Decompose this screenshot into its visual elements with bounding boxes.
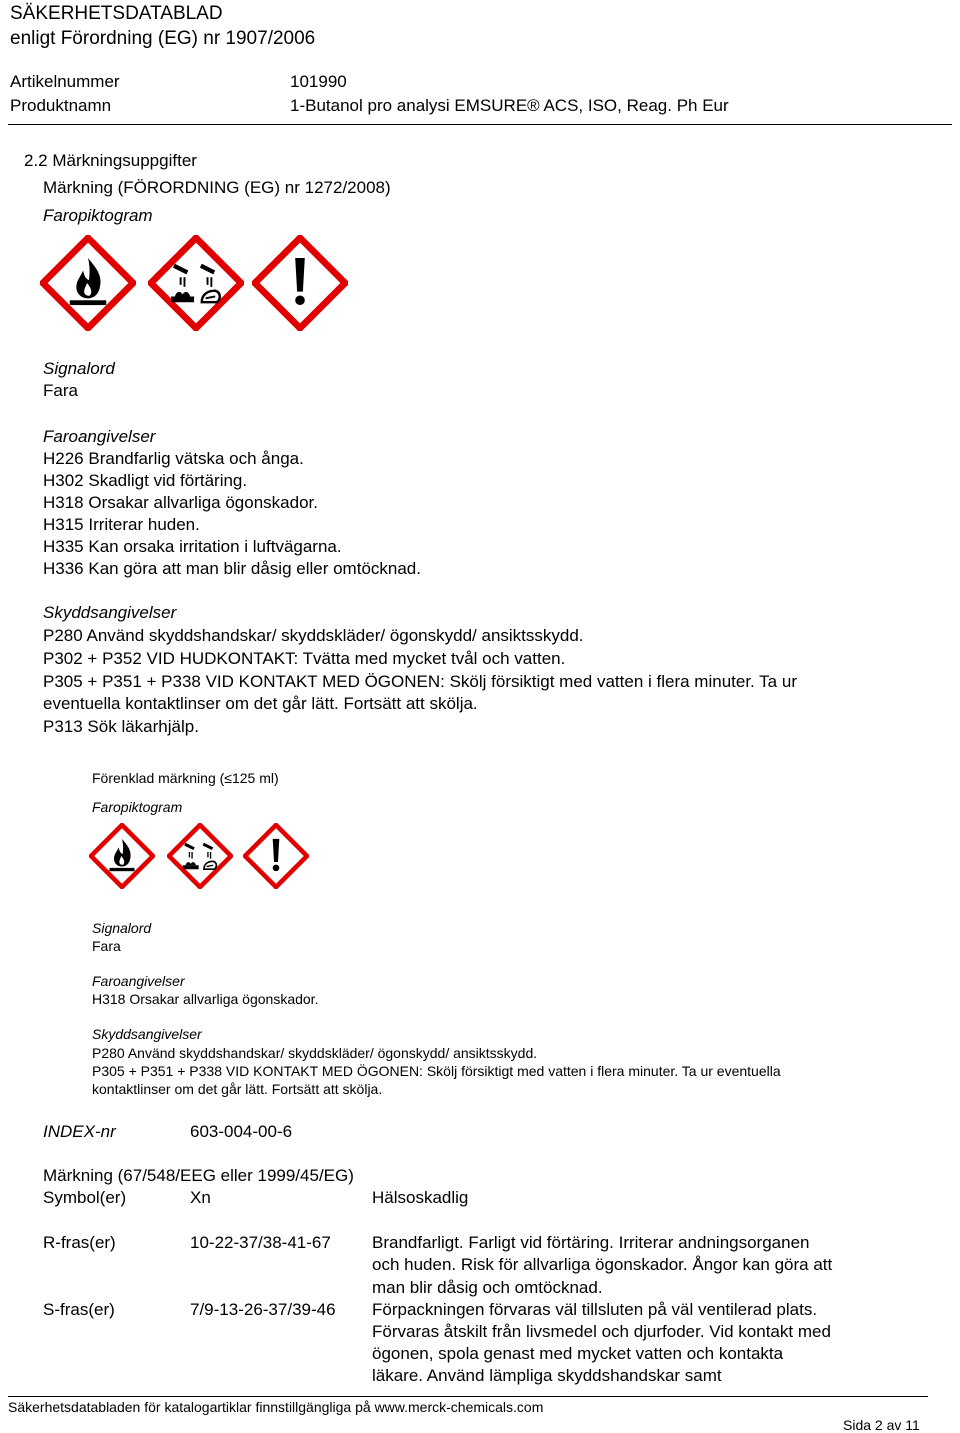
simplified-precaution-statement: P280 Använd skyddshandskar/ skyddskläder/ ögonskydd/ ansiktsskydd. xyxy=(92,1045,538,1061)
hazard-statements-label: Faroangivelser xyxy=(43,427,156,446)
product-name-label: Produktnamn xyxy=(10,96,112,115)
hazard-statement: H315 Irriterar huden. xyxy=(43,515,200,534)
index-number-label: INDEX-nr xyxy=(43,1122,116,1141)
section-heading: 2.2 Märkningsuppgifter xyxy=(24,151,197,170)
old-labelling-heading: Märkning (67/548/EEG eller 1999/45/EG) xyxy=(43,1166,354,1185)
precaution-statement: P305 + P351 + P338 VID KONTAKT MED ÖGONEN: Skölj försiktigt med vatten i flera minuter. Ta ur xyxy=(43,672,797,691)
simplified-hazard-statement: H318 Orsakar allvarliga ögonskador. xyxy=(92,991,319,1007)
r-phrases-text: Brandfarligt. Farligt vid förtäring. Irriterar andningsorganen xyxy=(372,1233,810,1252)
page-number: Sida 2 av 11 xyxy=(843,1417,920,1433)
precaution-statements-label: Skyddsangivelser xyxy=(43,603,177,622)
precaution-statement: P280 Använd skyddshandskar/ skyddskläder/ ögonskydd/ ansiktsskydd. xyxy=(43,626,584,645)
simplified-pictogram-label: Faropiktogram xyxy=(92,799,183,815)
precaution-statement: P302 + P352 VID HUDKONTAKT: Tvätta med mycket tvål och vatten. xyxy=(43,649,566,668)
corrosion-icon xyxy=(148,235,244,331)
article-number-value: 101990 xyxy=(290,72,347,91)
header-divider xyxy=(8,124,952,125)
pictogram-label: Faropiktogram xyxy=(43,206,153,225)
index-number-value: 603-004-00-6 xyxy=(190,1122,293,1141)
regulation-subtitle: enligt Förordning (EG) nr 1907/2006 xyxy=(10,28,316,49)
simplified-precaution-statement: P305 + P351 + P338 VID KONTAKT MED ÖGONEN: Skölj försiktigt med vatten i flera minuter. Ta ur eventuella xyxy=(92,1063,781,1079)
simplified-signal-word-value: Fara xyxy=(92,938,121,954)
symbol-code: Xn xyxy=(190,1188,211,1207)
exclamation-icon xyxy=(252,235,348,331)
exclamation-icon xyxy=(243,823,309,889)
r-phrases-text: och huden. Risk för allvarliga ögonskador. Ångor kan göra att xyxy=(372,1255,833,1274)
s-phrases-text: Förvaras åtskilt från livsmedel och djurfoder. Vid kontakt med xyxy=(372,1322,831,1341)
document-title: SÄKERHETSDATABLAD xyxy=(10,3,223,24)
s-phrases-text: läkare. Använd lämpliga skyddshandskar samt xyxy=(372,1366,722,1385)
simplified-labelling-heading: Förenklad märkning (≤125 ml) xyxy=(92,770,279,786)
symbol-label: Symbol(er) xyxy=(43,1188,127,1207)
simplified-precaution-statement: kontaktlinser om det går lätt. Fortsätt att skölja. xyxy=(92,1081,383,1097)
precaution-statement: eventuella kontaktlinser om det går lätt. Fortsätt att skölja. xyxy=(43,694,478,713)
flame-icon xyxy=(40,235,136,331)
article-number-label: Artikelnummer xyxy=(10,72,120,91)
hazard-statement: H336 Kan göra att man blir dåsig eller omtöcknad. xyxy=(43,559,421,578)
hazard-statement: H302 Skadligt vid förtäring. xyxy=(43,471,248,490)
s-phrases-label: S-fras(er) xyxy=(43,1300,115,1319)
s-phrases-text: ögonen, spola genast med mycket vatten och kontakta xyxy=(372,1344,784,1363)
hazard-statement: H226 Brandfarlig vätska och ånga. xyxy=(43,449,304,468)
r-phrases-code: 10-22-37/38-41-67 xyxy=(190,1233,331,1252)
corrosion-icon xyxy=(167,823,233,889)
precaution-statement: P313 Sök läkarhjälp. xyxy=(43,717,199,736)
flame-icon xyxy=(89,823,155,889)
footer-divider xyxy=(8,1396,928,1397)
s-phrases-text: Förpackningen förvaras väl tillsluten på väl ventilerad plats. xyxy=(372,1300,818,1319)
symbol-text: Hälsoskadlig xyxy=(372,1188,469,1207)
signal-word-value: Fara xyxy=(43,381,78,400)
footer-text: Säkerhetsdatabladen för katalogartiklar finnstillgängliga på www.merck-chemicals.com xyxy=(8,1399,544,1415)
s-phrases-code: 7/9-13-26-37/39-46 xyxy=(190,1300,336,1319)
product-name-value: 1-Butanol pro analysi EMSURE® ACS, ISO, Reag. Ph Eur xyxy=(290,96,729,115)
simplified-precaution-label: Skyddsangivelser xyxy=(92,1026,202,1042)
signal-word-label: Signalord xyxy=(43,359,115,378)
r-phrases-text: man blir dåsig och omtöcknad. xyxy=(372,1278,603,1297)
hazard-statement: H335 Kan orsaka irritation i luftvägarna. xyxy=(43,537,342,556)
hazard-statement: H318 Orsakar allvarliga ögonskador. xyxy=(43,493,318,512)
labelling-regulation: Märkning (FÖRORDNING (EG) nr 1272/2008) xyxy=(43,178,391,197)
r-phrases-label: R-fras(er) xyxy=(43,1233,116,1252)
simplified-hazard-label: Faroangivelser xyxy=(92,973,185,989)
simplified-signal-word-label: Signalord xyxy=(92,920,152,936)
